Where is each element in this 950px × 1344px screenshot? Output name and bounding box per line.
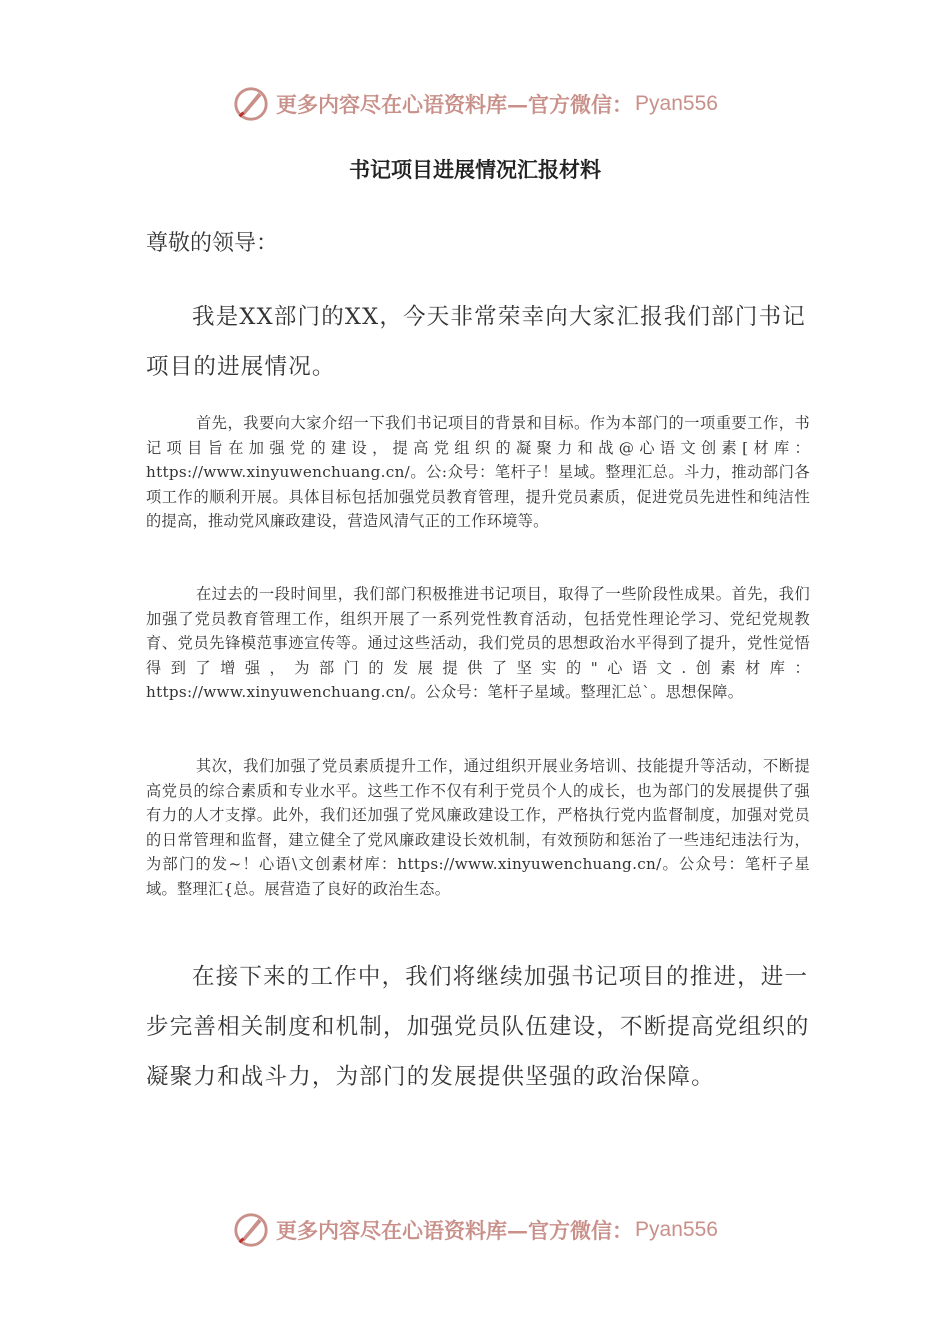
banner-wechat-id: Pyan556: [635, 1218, 718, 1241]
paragraph-quality: 其次，我们加强了党员素质提升工作，通过组织开展业务培训、技能提升等活动，不断提高党员的综合素质和专业水平。这些工作不仅有利于党员个人的成长，也为部门的发展提供了强有力的人才支撑。此外，我们还加强了党风廉政建设工作，严格执行党内监督制度，加强对党员的日常管理和监督，建立健全了党风廉政建设长效机制，有效预防和惩治了一些违纪违法行为，为部门的发~！心语\文创素材库：https://www.xinyuwenchuang.cn/。公众号：笔杆子星域。整理汇{总。展营造了良好的政治生态。: [146, 757, 810, 898]
paragraph-background: 首先，我要向大家介绍一下我们书记项目的背景和目标。作为本部门的一项重要工作，书记项目旨在加强党的建设，提高党组织的凝聚力和战@心语文创素[材库：https://www.xinyuwenchuang.cn/。公:众号：笔杆子！星域。整理汇总。斗力，推动部门各项工作的顺利开展。具体目标包括加强党员教育管理，提升党员素质，促进党员先进性和纯洁性的提高，推动党风廉政建设，营造风清气正的工作环境等。: [146, 414, 810, 531]
banner-text: 更多内容尽在心语资料库—官方微信：: [276, 1218, 634, 1243]
salutation: 尊敬的领导：: [146, 231, 279, 256]
quill-logo-icon: [232, 85, 270, 123]
banner-wechat-id: Pyan556: [635, 92, 718, 115]
quill-logo-icon: [232, 1211, 270, 1249]
document-title: 书记项目进展情况汇报材料: [349, 158, 601, 182]
header-banner: [0, 84, 950, 124]
footer-banner: [0, 1210, 950, 1250]
paragraph-achievements: 在过去的一段时间里，我们部门积极推进书记项目，取得了一些阶段性成果。首先，我们加强了党员教育管理工作，组织开展了一系列党性教育活动，包括党性理论学习、党纪党规教育、党员先锋模范事迹宣传等。通过这些活动，我们党员的思想政治水平得到了提升，党性觉悟得到了增强，为部门的发展提供了坚实的"心语文.创素材库：https://www.xinyuwenchuang.cn/。公众号：笔杆子星域。整理汇总`。思想保障。: [146, 585, 810, 702]
paragraph-conclusion: 在接下来的工作中，我们将继续加强书记项目的推进，进一步完善相关制度和机制，加强党员队伍建设，不断提高党组织的凝聚力和战斗力，为部门的发展提供坚强的政治保障。: [146, 964, 810, 1090]
banner-text: 更多内容尽在心语资料库—官方微信：: [276, 92, 634, 117]
paragraph-intro: 我是XX部门的XX，今天非常荣幸向大家汇报我们部门书记项目的进展情况。: [146, 304, 806, 380]
